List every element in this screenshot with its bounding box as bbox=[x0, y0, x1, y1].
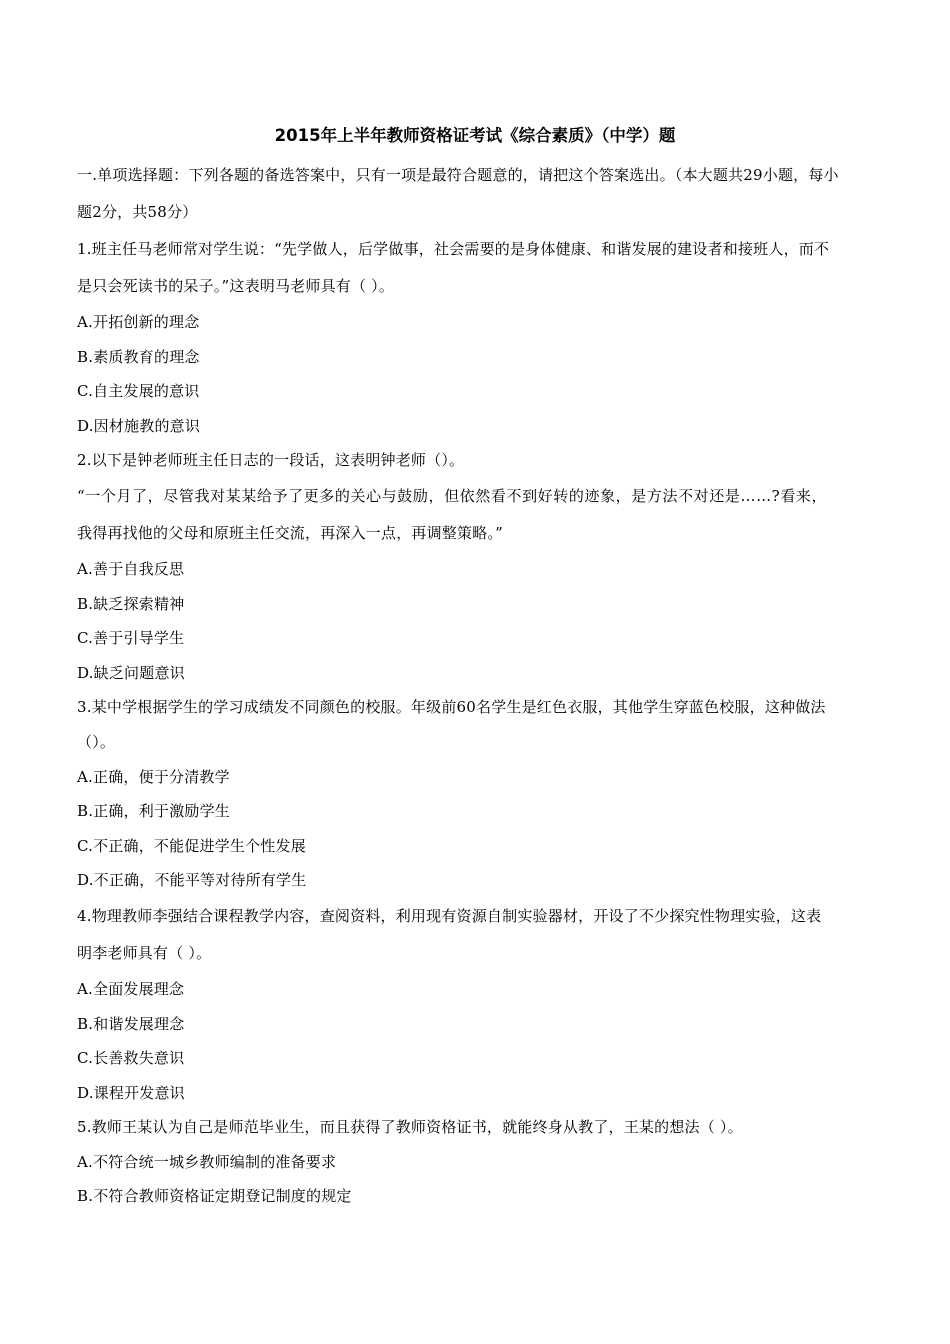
question-3-stem: 3.某中学根据学生的学习成绩发不同颜色的校服。年级前60名学生是红色衣服，其他学生穿蓝色校服，这种做法 bbox=[77, 698, 826, 717]
section-intro-line: 题2分，共58分） bbox=[77, 203, 198, 221]
question-1-option-b: B.素质教育的理念 bbox=[77, 347, 200, 366]
question-4-option-c: C.长善救失意识 bbox=[77, 1049, 185, 1068]
question-3-option-c: C.不正确，不能促进学生个性发展 bbox=[77, 836, 306, 855]
question-2-stem: 2.以下是钟老师班主任日志的一段话，这表明钟老师（）。 bbox=[77, 451, 465, 470]
question-3-stem: （）。 bbox=[77, 732, 116, 751]
question-2-option-d: D.缺乏问题意识 bbox=[77, 663, 185, 682]
question-4-stem: 明李老师具有（ ）。 bbox=[77, 943, 212, 962]
question-4-option-a: A.全面发展理念 bbox=[77, 979, 185, 998]
question-2-option-c: C.善于引导学生 bbox=[77, 629, 185, 648]
question-5-stem: 5.教师王某认为自己是师范毕业生，而且获得了教师资格证书，就能终身从教了，王某的想法（ ）。 bbox=[77, 1118, 743, 1137]
section-intro-line: 一.单项选择题：下列各题的备选答案中，只有一项是最符合题意的，请把这个答案选出。（本大题共29小题，每小 bbox=[77, 166, 839, 184]
question-1-option-d: D.因材施教的意识 bbox=[77, 416, 201, 435]
question-3-option-a: A.正确，便于分清教学 bbox=[77, 767, 230, 786]
question-2-option-b: B.缺乏探索精神 bbox=[77, 594, 185, 613]
question-1-stem: 1.班主任马老师常对学生说：“先学做人，后学做事，社会需要的是身体健康、和谐发展的建设者和接班人，而不 bbox=[77, 240, 830, 258]
question-4-option-d: D.课程开发意识 bbox=[77, 1083, 185, 1102]
document-title: 2015年上半年教师资格证考试《综合素质》（中学）题 bbox=[274, 126, 676, 145]
question-3-option-b: B.正确，利于激励学生 bbox=[77, 802, 230, 821]
question-1-option-a: A.开拓创新的理念 bbox=[77, 313, 200, 331]
document-body bbox=[77, 157, 883, 1214]
question-2-quote: “一个月了，尽管我对某某给予了更多的关心与鼓励，但依然看不到好转的迹象，是方法不对还是……?看来， bbox=[77, 486, 828, 505]
question-4-stem: 4.物理教师李强结合课程教学内容，查阅资料，利用现有资源自制实验器材，开设了不少探究性物理实验，这表 bbox=[77, 906, 822, 925]
question-5-option-a: A.不符合统一城乡教师编制的准备要求 bbox=[77, 1152, 337, 1171]
question-2-option-a: A.善于自我反思 bbox=[77, 559, 185, 578]
question-1-option-c: C.自主发展的意识 bbox=[77, 382, 200, 401]
question-1-stem: 是只会死读书的呆子。”这表明马老师具有（ ）。 bbox=[77, 277, 395, 295]
question-5-option-b: B.不符合教师资格证定期登记制度的规定 bbox=[77, 1187, 352, 1206]
question-3-option-d: D.不正确，不能平等对待所有学生 bbox=[77, 871, 307, 890]
question-2-quote: 我得再找他的父母和原班主任交流，再深入一点，再调整策略。” bbox=[77, 523, 503, 542]
question-4-option-b: B.和谐发展理念 bbox=[77, 1014, 185, 1033]
